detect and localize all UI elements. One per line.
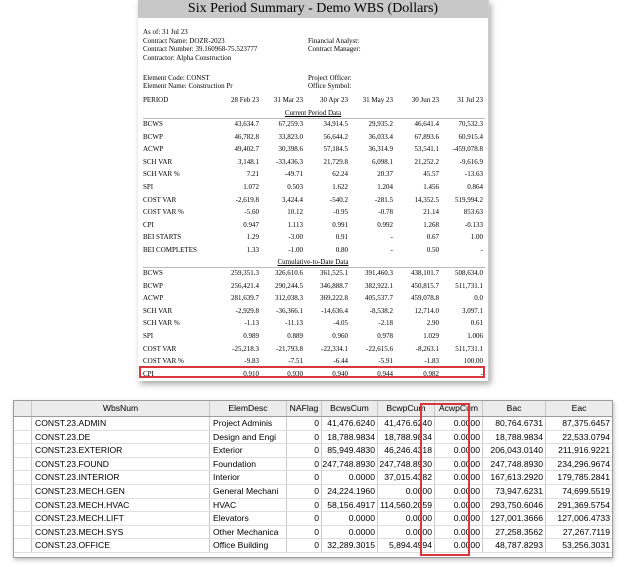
row-value: -14,636.4 [321,306,348,315]
row-value: 1.456 [423,183,439,191]
row-value: 369,222.8 [320,294,348,303]
contract-name: Contract Name: DOZR-2023 [143,37,225,45]
row-value: 0.503 [287,183,303,191]
acwpcum-cell[interactable]: 0.0000 [435,526,483,539]
row-value: - [390,246,393,254]
row-value: -9.83 [244,357,259,366]
row-value: -540.2 [329,195,348,204]
row-value: 29,935.2 [368,120,393,128]
row-label: COST VAR % [143,357,184,366]
row-value: -0.133 [464,220,483,229]
row-value: -11.13 [285,319,303,328]
current-period-section-title: Current Period Data [284,109,342,117]
column-header-wbsnum[interactable]: WbsNum [32,401,210,416]
acwpcum-cell[interactable]: 0.0000 [435,512,483,525]
eac-cell[interactable]: 179,785.2841 [557,472,610,483]
report-row [143,245,483,256]
row-label: BEI STARTS [143,233,182,242]
row-value: 0.940 [332,369,348,378]
bcwpcum-cell[interactable]: 46,246.4318 [378,444,435,457]
row-label: BEI COMPLETES [143,246,197,254]
row-label: COST VAR % [143,208,184,217]
row-value: 382,922.1 [365,281,393,290]
row-value: -5.60 [244,208,259,217]
row-value: -459,078.8 [452,145,483,154]
row-selector[interactable] [14,471,32,484]
report-row [143,306,483,317]
six-period-summary-report [138,0,489,381]
row-value: -4.05 [333,319,348,328]
row-label: COST VAR [143,344,177,353]
period-header: 30 Jun 23 [411,96,439,104]
row-value: - [390,233,393,242]
row-label: ACWP [143,294,164,303]
row-selector[interactable] [14,499,32,512]
row-value: 459,078.8 [411,294,439,303]
cumulative-section-title: Cumulative-to-Date Data [277,258,349,266]
row-value: 0.0 [474,294,483,303]
row-value: 14,352.5 [414,195,439,204]
row-value: 508,634.0 [455,269,483,277]
as-of-date: As of: 31 Jul 23 [143,28,188,36]
elemdesc-cell[interactable]: HVAC [210,499,287,512]
wbsnum-cell[interactable]: CONST.23.ADMIN [32,417,210,430]
row-label: BCWS [143,120,163,128]
naflag-cell[interactable]: 0 [287,444,322,457]
bcwscum-cell[interactable]: 24,224.1960 [322,485,378,498]
acwpcum-cell[interactable]: 0.0000 [435,539,483,552]
row-value: 0.989 [243,332,259,340]
row-value: -36,366.1 [276,306,303,315]
table-row[interactable] [14,458,612,472]
row-value: 0.982 [423,369,439,378]
row-value: 346,888.7 [320,281,348,290]
acwpcum-cell[interactable]: 0.0000 [435,444,483,457]
row-value: 256,421.4 [231,281,259,290]
bcwpcum-cell[interactable]: 5,894.4994 [378,539,435,552]
row-value: 53,541.1 [414,145,439,154]
row-value: 0.991 [332,220,348,229]
office-symbol: Office Symbol: [308,82,352,90]
naflag-cell[interactable]: 0 [287,499,322,512]
eac-cell[interactable]: 27,267.7119 [562,526,610,537]
report-row [143,182,483,193]
row-value: 45.57 [423,170,439,179]
row-value: 259,351.3 [231,269,259,277]
row-value: -2,619.8 [235,195,259,204]
eac-cell[interactable]: 87,375.6457 [562,418,610,428]
row-value: 0.978 [377,332,393,340]
wbsnum-cell[interactable]: CONST.23.MECH.SYS [32,526,210,539]
eac-cell[interactable]: 74,699.5519 [562,486,610,496]
bcwpcum-cell[interactable]: 37,015.4382 [378,471,435,484]
row-value: 2.90 [426,319,439,328]
row-value: 438,101.7 [411,269,439,277]
period-header: 31 Jul 23 [457,96,483,104]
bcwscum-cell[interactable]: 85,949.4830 [322,444,378,457]
row-value: -49.71 [284,170,303,179]
elemdesc-cell[interactable]: Project Adminis [210,417,287,430]
row-label: BCWP [143,132,163,141]
row-value: -22,615.6 [366,344,393,353]
bac-cell[interactable]: 247,748.8930 [483,458,546,471]
row-value: 0.992 [377,220,393,229]
report-row [143,331,483,342]
row-selector[interactable] [14,444,32,457]
report-row [143,268,483,279]
row-value: 36,314.9 [368,145,393,154]
acwpcum-cell[interactable]: 0.0000 [435,431,483,444]
report-row [143,293,483,304]
row-selector[interactable] [14,512,32,525]
row-selector[interactable] [14,417,32,430]
bcwpcum-cell[interactable]: 247,748.8930 [378,458,435,471]
report-row [143,169,483,180]
row-value: 0.80 [335,246,348,254]
table-row[interactable] [14,539,612,553]
row-value: -13.63 [464,170,483,179]
report-row [143,132,483,143]
row-value: 1.00 [470,233,483,242]
naflag-cell[interactable]: 0 [287,539,322,552]
row-selector[interactable] [14,458,32,471]
row-value: 60,915.4 [458,132,483,141]
column-header-eac[interactable]: Eac [571,403,587,413]
row-value: 312,038.3 [275,294,303,303]
wbsnum-cell[interactable]: CONST.23.OFFICE [32,539,210,552]
row-label: BCWP [143,281,163,290]
row-value: 0.944 [377,369,393,378]
bac-cell[interactable]: 167,613.2920 [483,471,546,484]
grid-header-row [14,401,612,417]
row-value: 0.947 [243,220,259,229]
bac-cell[interactable]: 206,043.0140 [483,444,546,457]
wbsnum-cell[interactable]: CONST.23.INTERIOR [32,471,210,484]
row-value: 7.21 [246,170,259,179]
elemdesc-cell[interactable]: Interior [210,471,287,484]
acwpcum-cell[interactable]: 0.0000 [435,458,483,471]
row-value: 30,398.6 [278,145,303,154]
row-value: -1.13 [244,319,259,328]
acwpcum-column-highlight [420,403,470,556]
column-header-acwpcum[interactable]: AcwpCum [435,401,483,416]
row-value: 853.63 [463,208,483,217]
row-value: 290,244.5 [275,281,303,290]
elemdesc-cell[interactable]: Design and Engi [210,431,287,444]
row-value: -281.5 [374,195,393,204]
row-value: 0.67 [426,233,439,242]
table-row[interactable] [14,444,612,458]
row-value: 0.930 [287,369,303,378]
bac-cell[interactable]: 18,788.9834 [483,431,546,444]
row-selector[interactable] [14,539,32,552]
report-row [143,220,483,231]
elemdesc-cell[interactable]: Other Mechanica [210,526,287,539]
report-row [143,344,483,355]
report-row [143,144,483,155]
cpi-row-highlight [139,366,485,378]
bcwpcum-cell[interactable]: 0.0000 [378,512,435,525]
bcwscum-cell[interactable]: 41,476.6240 [322,417,378,430]
element-code: Element Code: CONST [143,74,210,82]
period-header: 31 May 23 [362,96,393,104]
bcwpcum-cell[interactable]: 0.0000 [378,526,435,539]
row-value: 326,610.6 [275,269,303,277]
wbsnum-cell[interactable]: CONST.23.MECH.HVAC [32,499,210,512]
period-header: 31 Mar 23 [273,96,303,104]
bcwscum-cell[interactable]: 32,289.3015 [322,539,378,552]
bcwscum-cell[interactable]: 0.0000 [322,526,378,539]
row-value: 70,532.3 [458,120,483,128]
row-value: 21.14 [423,208,439,217]
bac-cell[interactable]: 80,764.6731 [483,417,546,430]
row-value: 0.960 [332,332,348,340]
row-value: 0.61 [470,319,483,328]
row-label: SPI [143,332,154,340]
table-row[interactable] [14,417,612,431]
bcwscum-cell[interactable]: 18,788.9834 [322,431,378,444]
row-value: 1.33 [246,246,259,254]
row-value: -1.83 [424,357,439,366]
row-value: 62.24 [332,170,348,179]
naflag-cell[interactable]: 0 [287,431,322,444]
row-value: 391,460.3 [365,269,393,277]
bac-cell[interactable]: 293,750.6046 [483,499,546,512]
row-selector[interactable] [14,485,32,498]
eac-cell[interactable]: 211,916.9221 [558,445,610,456]
row-value: 12,714.0 [414,306,439,315]
wbsnum-cell[interactable]: CONST.23.FOUND [32,458,210,471]
row-value: -8,263.1 [415,344,439,353]
bcwpcum-cell[interactable]: 18,788.9834 [378,431,435,444]
row-value: 511,731.1 [455,344,483,353]
bcwscum-cell[interactable]: 247,748.8930 [322,458,378,471]
period-header: 28 Feb 23 [231,96,259,104]
row-value: 450,815.7 [411,281,439,290]
eac-cell[interactable]: 291,369.5754 [557,499,610,510]
bcwpcum-cell[interactable]: 41,476.6240 [378,417,435,430]
row-value: -0.78 [378,208,393,217]
row-value: -1.00 [288,246,303,254]
wbsnum-cell[interactable]: CONST.23.MECH.GEN [32,485,210,498]
row-value: -25,218.3 [232,344,259,353]
row-value: 511,731.1 [455,281,483,290]
naflag-cell[interactable]: 0 [287,417,322,430]
row-value: 21,729.8 [323,157,348,166]
contractor: Contractor: Alpha Construction [143,54,232,62]
wbsnum-cell[interactable]: CONST.23.DE [32,431,210,444]
row-value: 1.029 [423,332,439,340]
contract-number: Contract Number: 39.160968-75.523777 [143,45,258,53]
row-value: -9,616.9 [459,157,483,166]
wbsnum-cell[interactable]: CONST.23.EXTERIOR [32,444,210,457]
report-row [143,281,483,292]
row-label: CPI [143,369,154,378]
bac-cell[interactable]: 27,258.3562 [483,526,546,539]
row-value: 0.864 [467,183,483,191]
report-row [143,207,483,218]
naflag-cell[interactable]: 0 [287,512,322,525]
row-value: 34,914.5 [323,120,348,128]
row-value: 0.889 [287,332,303,340]
table-row[interactable] [14,512,612,526]
row-value: -8,538.2 [369,306,393,315]
eac-cell[interactable]: 22,533.0794 [562,431,610,442]
row-value: 361,525.1 [320,269,348,277]
row-selector-header[interactable] [14,401,32,416]
row-value: 49,402.7 [234,145,259,154]
report-row [143,232,483,243]
row-value: -2,929.8 [235,306,259,315]
naflag-cell[interactable]: 0 [287,485,322,498]
naflag-cell[interactable]: 0 [287,471,322,484]
row-label: ACWP [143,145,164,154]
elemdesc-cell[interactable]: General Mechani [210,485,287,498]
row-value: 57,184.5 [323,145,348,154]
row-selector[interactable] [14,431,32,444]
table-row[interactable] [14,431,612,445]
row-label: SCH VAR % [143,319,180,328]
table-row[interactable] [14,471,612,485]
row-value: 1.072 [243,183,259,191]
report-row [143,157,483,168]
row-value: 100.00 [463,357,483,366]
row-value: -5.91 [378,357,393,366]
column-header-bac[interactable]: Bac [483,401,546,416]
period-header-row [143,95,483,106]
row-label: SCH VAR % [143,170,180,179]
row-value: 281,639.7 [231,294,259,303]
row-label: CPI [143,220,154,229]
row-value: 1.006 [467,332,483,340]
naflag-cell[interactable]: 0 [287,458,322,471]
project-officer: Project Officer: [308,74,352,82]
table-row[interactable] [14,485,612,499]
acwpcum-cell[interactable]: 0.0000 [435,417,483,430]
row-value: 1.622 [332,183,348,191]
row-value: -2.18 [378,319,393,328]
column-header-bcwpcum[interactable]: BcwpCum [378,401,435,416]
bcwscum-cell[interactable]: 0.0000 [322,512,378,525]
row-value: 0.910 [243,369,259,378]
row-value: 1.268 [423,220,439,229]
row-selector[interactable] [14,526,32,539]
row-value: 0.91 [335,233,348,242]
row-label: SCH VAR [143,157,173,166]
financial-analyst: Financial Analyst: [308,37,360,45]
row-value: 10.12 [287,208,303,217]
bcwscum-cell[interactable]: 58,156.4917 [322,499,378,512]
row-value: 0.50 [426,246,439,254]
acwpcum-cell[interactable]: 0.0000 [435,499,483,512]
wbsnum-cell[interactable]: CONST.23.MECH.LIFT [32,512,210,525]
row-value: 1.29 [246,233,259,242]
bac-cell[interactable]: 127,001.3666 [483,512,546,525]
row-value: 43,634.7 [234,120,259,128]
row-value: 21,252.2 [414,157,439,166]
row-value: -22,334.1 [321,344,348,353]
row-value: 6,098.1 [372,157,393,166]
row-value: 3,424.4 [282,195,303,204]
row-value: 56,644.2 [323,132,348,141]
row-value: 1.204 [377,183,393,191]
column-header-bcwscum[interactable]: BcwsCum [322,401,378,416]
eac-cell[interactable]: 53,256.3031 [562,540,610,551]
row-value: 67,893.6 [414,132,439,141]
row-label: BCWS [143,269,163,277]
row-label: SCH VAR [143,306,173,315]
row-value: 3,097.1 [462,306,483,315]
contract-manager: Contract Manager: [308,45,361,53]
acwpcum-cell[interactable]: 0.0000 [435,471,483,484]
row-value: 46,641.4 [414,120,439,128]
report-row [143,119,483,130]
bcwpcum-cell[interactable]: 0.0000 [378,485,435,498]
row-value: 67,259.3 [278,120,303,128]
row-value: 20.37 [377,170,393,179]
row-value: -33,436.3 [276,157,303,166]
row-value: - [480,246,483,254]
table-row[interactable] [14,499,612,513]
table-row[interactable] [14,526,612,540]
bac-cell[interactable]: 73,947.6231 [483,485,546,498]
row-value: 1.113 [287,220,303,229]
row-value: 519,994.2 [455,195,483,204]
row-value: 46,782.8 [234,132,259,141]
period-label: PERIOD [143,96,169,104]
bcwpcum-cell[interactable]: 114,560.2059 [378,499,435,512]
row-value: -6.44 [333,357,348,366]
eac-cell[interactable]: 127,006.4733 [557,513,610,524]
eac-cell[interactable]: 234,296.9674 [557,458,610,469]
row-value: 33,823.0 [278,132,303,141]
row-value: -0.95 [333,208,348,217]
row-value: -3.00 [288,233,303,242]
bcwscum-cell[interactable]: 0.0000 [322,471,378,484]
elemdesc-cell[interactable]: Foundation [210,458,287,471]
elemdesc-cell[interactable]: Elevators [210,512,287,525]
element-name: Element Name: Construction Pr [143,82,233,90]
report-row [143,318,483,329]
bac-cell[interactable]: 48,787.8293 [483,539,546,552]
wbs-data-grid [13,400,613,558]
row-value: 3,148.1 [238,157,259,166]
column-header-naflag[interactable]: NAFlag [287,401,322,416]
row-value: 36,033.4 [368,132,393,141]
row-label: SPI [143,183,154,191]
report-row [143,195,483,206]
period-header: 30 Apr 23 [320,96,348,104]
naflag-cell[interactable]: 0 [287,526,322,539]
row-value: - [480,369,483,378]
acwpcum-cell[interactable]: 0.0000 [435,485,483,498]
row-value: -7.51 [288,357,303,366]
row-value: 405,537.7 [365,294,393,303]
column-header-elemdesc[interactable]: ElemDesc [210,401,287,416]
row-value: -21,793.8 [276,344,303,353]
row-label: COST VAR [143,195,177,204]
elemdesc-cell[interactable]: Office Building [210,539,287,552]
report-title: Six Period Summary - Demo WBS (Dollars) [138,0,488,18]
elemdesc-cell[interactable]: Exterior [210,444,287,457]
